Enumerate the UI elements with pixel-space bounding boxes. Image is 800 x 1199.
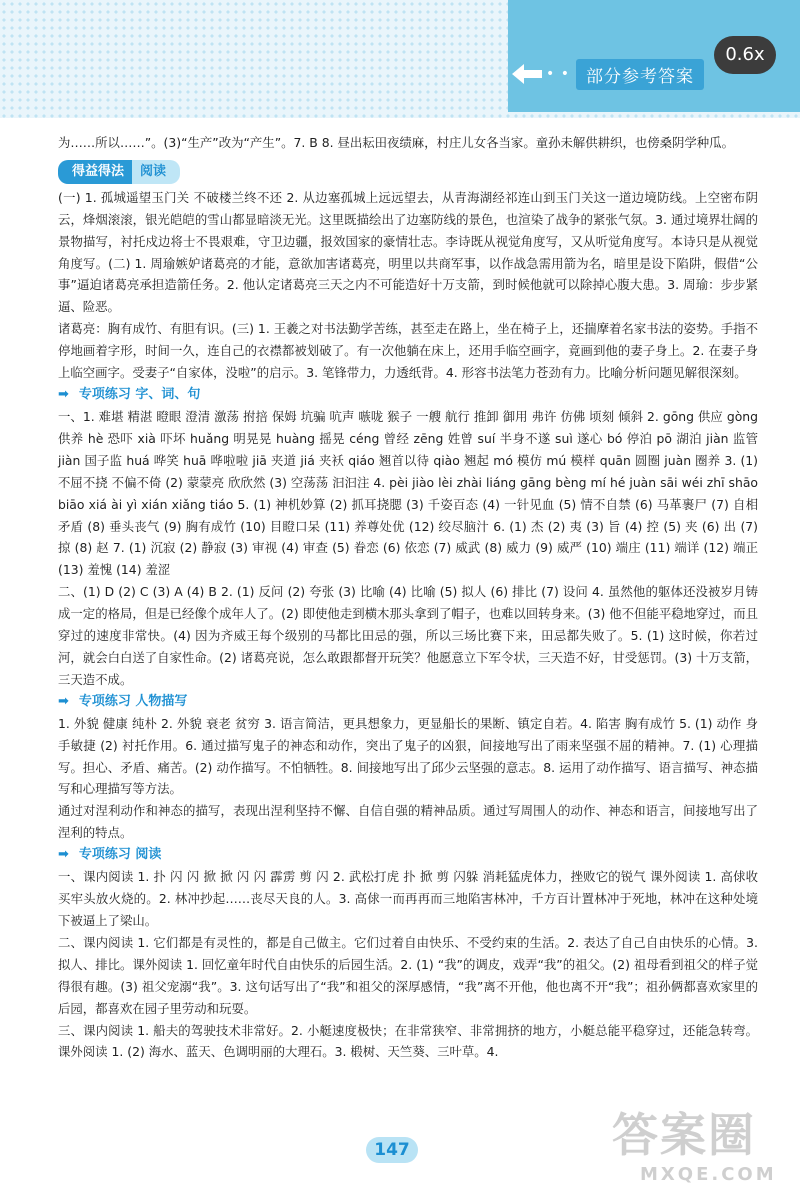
section-title: 专项练习 人物描写	[78, 693, 188, 709]
section-heading-portrait	[58, 691, 758, 713]
answer-banner	[510, 60, 704, 88]
arrow-left-icon	[510, 62, 544, 86]
words-paragraph: 一、1. 难堪 精湛 瞪眼 澄清 激荡 拊掊 保姆 坑骗 吭声 嗾咙 猴子 一艘 航行 推卸 御用 弗许 仿佛 顷刻 倾斜 2. gōng 供应 gòng 供养 hè 恐吓 xià 吓坏 huǎng 明晃晃 huàng 摇晃 céng 曾经 zēng 姓曾 suí 半身不遂 suì 遂心 bó 停泊 pō 湖泊 jiàn 监管 jiàn 国子监 huá 哗笑 huā 哗啦啦 jiā 夹道 jiá 夹袄 qiáo 翘首以待 qiào 翘起 mó 模仿 mú 模样 quān 圆圈 juàn 圈养 3. (1) 不屈不挠 不偏不倚 (2) 蒙蒙亮 欣欣然 (3) 空荡荡 汩汩注 4. pèi jiào lèi zhài liáng gāng bèng mí hé juàn sāi wéi zhī shāo biāo xiá ài yì xián xiǎng tiáo 5. (1) 神机妙算 (2) 抓耳挠腮 (3) 千姿百态 (4) 一针见血 (5) 情不自禁 (6) 马革裹尸 (7) 自相矛盾 (8) 垂头丧气 (9) 胸有成竹 (10) 目瞪口呆 (11) 养尊处优 (12) 绞尽脑汁 6. (1) 杰 (2) 夷 (3) 旨 (4) 控 (5) 夹 (6) 出 (7) 掠 (8) 赵 7. (1) 沉寂 (2) 静寂 (3) 审视 (4) 审查 (5) 眷恋 (6) 依恋 (7) 威武 (8) 威力 (9) 威严 (10) 端庄 (11) 端详 (12) 端正 (13) 羞愧 (14) 羞涩	[58, 408, 758, 578]
watermark-domain: MXQE.COM	[640, 1164, 777, 1185]
portrait-paragraph: 通过对涅利动作和神态的描写，表现出涅利坚持不懈、自信自强的精神品质。通过写周围人的动作、神态和语言，间接地写出了涅利的特点。	[58, 803, 758, 841]
intro-line: 为……所以……”。(3)“生产”改为“产生”。7. B 8. 昼出耘田夜绩麻，村庄儿女各当家。童孙未解供耕织，也傍桑阴学种瓜。	[58, 135, 734, 150]
arrow-right-icon: ➡	[58, 387, 69, 403]
section-heading-words	[58, 384, 758, 406]
section-title: 专项练习 字、词、句	[78, 387, 201, 403]
reading2-paragraph: 一、课内阅读 1. 扑 闪 闪 掀 掀 闪 闪 霹雳 剪 闪 2. 武松打虎 扑 掀 剪 闪躲 消耗猛虎体力，挫败它的锐气 课外阅读 1. 高俅收买牢头放火烧的。2. 林冲抄起……丧尽天良的人。3. 高俅一而再再而三地陷害林冲，千方百计置林冲于死地，林冲在这种处境下被逼上了梁山。	[58, 869, 758, 928]
section-heading-reading	[58, 844, 758, 866]
reading2-paragraph: 三、课内阅读 1. 船夫的驾驶技术非常好。2. 小艇速度极快；在非常狭窄、非常拥挤的地方，小艇总能平稳穿过，还能急转弯。课外阅读 1. (2) 海水、蓝天、色调明丽的大理石。3. 椴树、天竺葵、三叶草。4.	[58, 1022, 758, 1060]
tag-right-label: 阅读	[132, 160, 180, 184]
portrait-paragraph: 1. 外貌 健康 纯朴 2. 外貌 衰老 贫穷 3. 语言简洁，更具想象力，更显船长的果断、镇定自若。4. 陷害 胸有成竹 5. (1) 动作 身手敏捷 (2) 衬托作用。6. 通过描写鬼子的神态和动作，突出了鬼子的凶狠，间接地写出了雨来坚强不屈的精神。7. (1) 心理描写。担心、矛盾、痛苦。(2) 动作描写。不怕牺牲。8. 间接地写出了邱少云坚强的意志。8. 运用了动作描写、语言描写、神态描写和心理描写等方法。	[58, 715, 758, 797]
answer-content	[58, 132, 758, 1063]
reading-paragraph: (一) 1. 孤城遥望玉门关 不破楼兰终不还 2. 从边塞孤城上远远望去，从青海湖经祁连山到玉门关这一道边境防线。上空密布阴云，烽烟滚滚，银光皑皑的雪山都显暗淡无光。这里既描绘出了边塞防线的景色，也渲染了战争的紧张气氛。3. 通过境界壮阔的景物描写，衬托戍边将士不畏艰难，守卫边疆，报效国家的豪情壮志。李诗既从视觉角度写，又从听觉角度写。本诗只是从视觉角度写。(二) 1. 周瑜嫉妒诸葛亮的才能，意欲加害诸葛亮，明里以共商军事，以作战急需用箭为名，暗里是设下陷阱，假借“公事”逼迫诸葛亮承担造箭任务。2. 他认定诸葛亮三天之内不可能造好十万支箭，到时候他就可以除掉心腹大患。3. 周瑜：步步紧逼、险恶。	[58, 189, 758, 315]
arrow-right-icon: ➡	[58, 693, 69, 709]
reading2-paragraph: 二、课内阅读 1. 它们都是有灵性的，都是自己做主。它们过着自由快乐、不受约束的生活。2. 表达了自己自由快乐的心情。3. 拟人、排比。课外阅读 1. 回忆童年时代自由快乐的后园生活。2. (1) “我”的调皮，戏弄“我”的祖父。(2) 祖母看到祖父的样子觉得很有趣。(3) 祖父宠溺“我”。3. 这句话写出了“我”和祖父的深厚感情，“我”离不开他，他也离不开“我”；祖孙俩都喜欢家里的后园，都喜欢在园子里劳动和玩耍。	[58, 934, 758, 1016]
method-reading-tag	[58, 160, 180, 184]
tag-left-label: 得益得法	[58, 160, 132, 184]
page-number: 147	[366, 1137, 418, 1163]
answer-section-title: 部分参考答案	[576, 59, 704, 90]
playback-speed-badge[interactable]: 0.6x	[714, 36, 776, 74]
watermark-logo: 答案圈	[612, 1108, 756, 1162]
reading-paragraph: 诸葛亮：胸有成竹、有胆有识。(三) 1. 王羲之对书法勤学苦练，甚至走在路上，坐在椅子上，还揣摩着名家书法的姿势。手指不停地画着字形，时间一久，连自己的衣襟都被划破了。有一次他躺在床上，还用手临空画字，竟画到他的妻子身上。2. 在妻子身上临空画字。受妻子“自家体，没啦”的启示。3. 笔锋带力，力透纸背。4. 形容书法笔力苍劲有力。比喻分析问题见解很深刻。	[58, 321, 758, 381]
section-title: 专项练习 阅读	[78, 847, 162, 863]
banner-dots-icon: • •	[546, 66, 570, 82]
arrow-right-icon: ➡	[58, 847, 69, 863]
words-paragraph: 二、(1) D (2) C (3) A (4) B 2. (1) 反问 (2) 夸张 (3) 比喻 (4) 比喻 (5) 拟人 (6) 排比 (7) 设问 4. 虽然他的躯体还没被岁月铸成一定的格局，但是已经像个成年人了。(2) 即使他走到横木那头拿到了帽子，也难以回转身来。(3) 他不但能平稳地穿过，而且穿过的速度非常快。(4) 因为齐威王每个级别的马都比田忌的强，所以三场比赛下来，田忌都失败了。5. (1) 这时候，你若过河，就会白白送了自家性命。(2) 诸葛亮说，怎么敢跟都督开玩笑？他愿意立下军令状，三天造不好，甘受惩罚。(3) 十万支箭，三天造不成。	[58, 584, 758, 687]
